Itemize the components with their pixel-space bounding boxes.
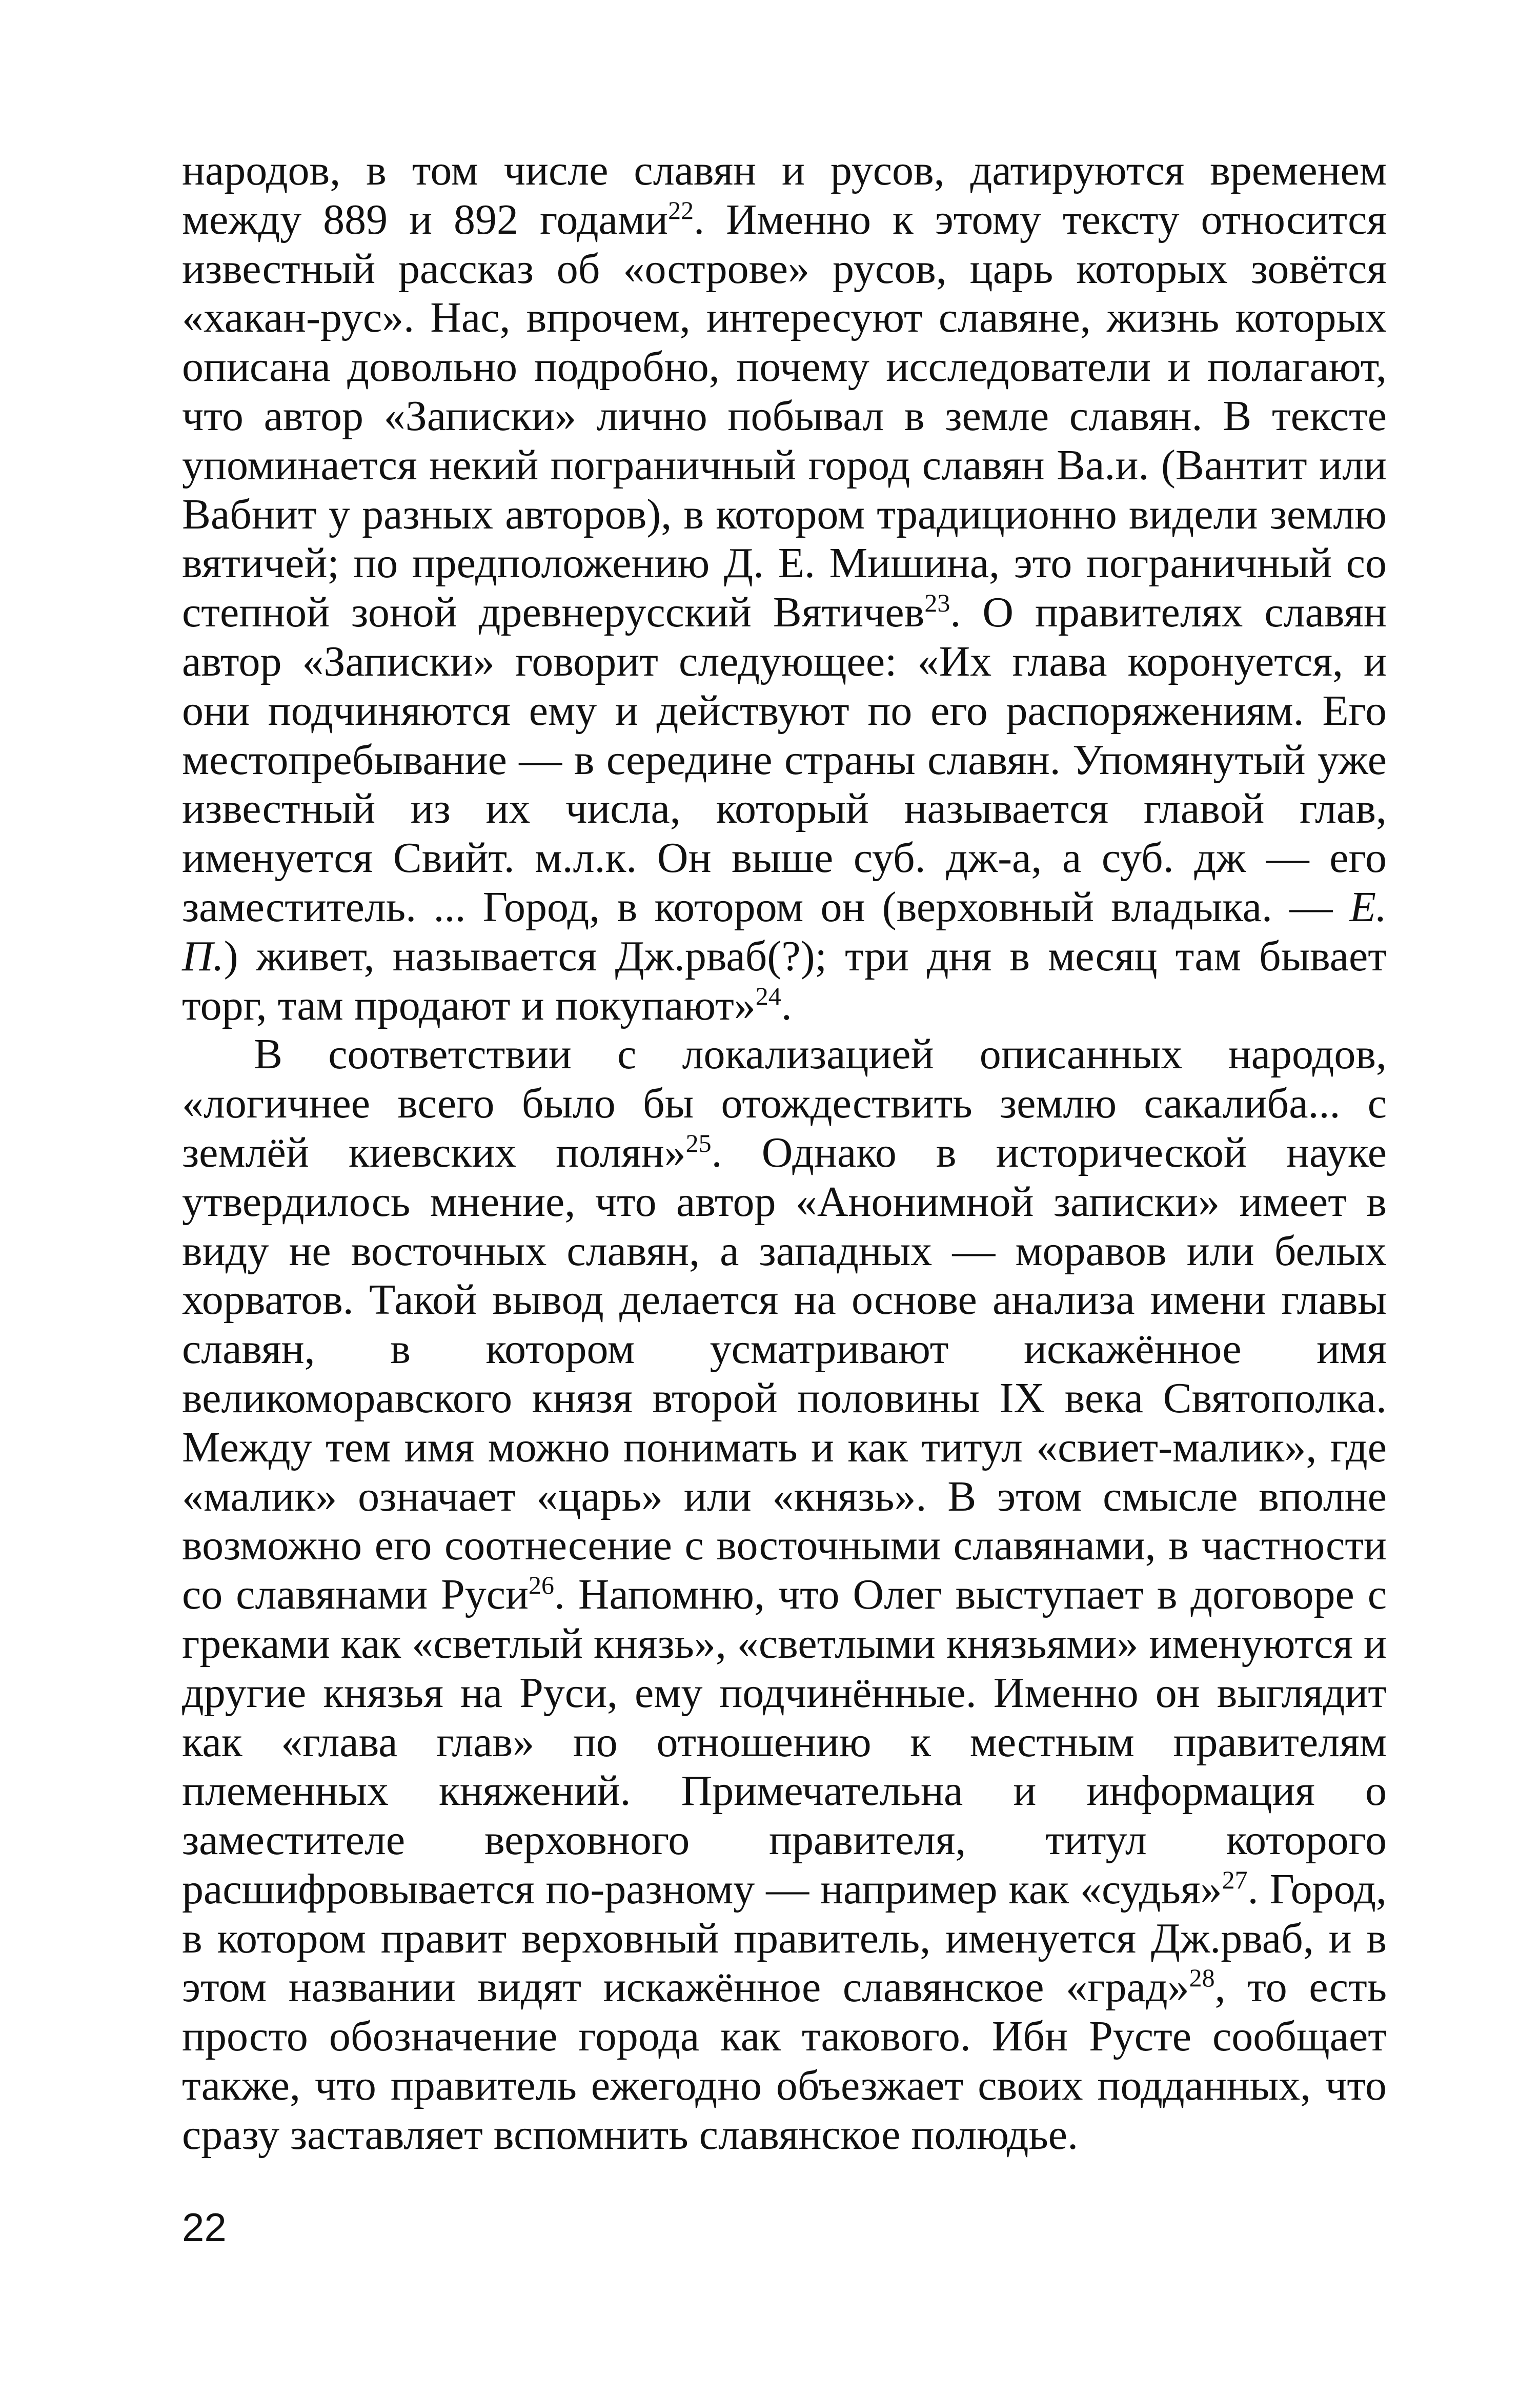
body-text [182, 146, 1387, 2160]
paragraph [182, 146, 1387, 1030]
text-run: ) живет, называется Дж.рваб(?); три дня в месяц там бывает торг, там продают и покупают» [182, 932, 1387, 1029]
text-run: . О правителях славян автор «Записки» говорит следующее: «Их глава коронуется, и они подчиняются ему и действуют по его распоряжениям. Его местопребывание — в середине страны славян. Упомянутый уже известный из их числа, который называется главой глав, именуется Свийт. м.л.к. Он выше суб. дж-а, а суб. дж — его заместитель. ... Город, в котором он (верховный владыка. — [182, 588, 1387, 931]
text-run: . [781, 981, 792, 1029]
paragraph [182, 1030, 1387, 2159]
page-number: 22 [182, 2205, 227, 2250]
footnote-marker: 28 [1189, 1963, 1215, 1993]
text-run: . Именно к этому тексту относится известный рассказ об «острове» русов, царь которых зовётся «хакан-рус». Нас, впрочем, интересуют славяне, жизнь которых описана довольно подробно, почему исследователи и полагают, что автор «Записки» лично побывал в земле славян. В тексте упоминается некий пограничный город славян Ва.и. (Вантит или Вабнит у разных авторов), в котором традиционно видели землю вятичей; по предположению Д. Е. Мишина, это пограничный со степной зоной древнерусский Вятичев [182, 195, 1387, 637]
text-run: . Напомню, что Олег выступает в договоре с греками как «светлый князь», «светлыми князьями» именуются и другие князья на Руси, ему подчинённые. Именно он выглядит как «глава глав» по отношению к местным правителям племенных княжений. Примечательна и информация о заместителе верховного правителя, титул которого расшифровывается по-разному — например как «судья» [182, 1571, 1387, 1913]
footnote-marker: 22 [668, 195, 694, 225]
footnote-marker: 23 [924, 588, 950, 618]
footnote-marker: 25 [685, 1128, 712, 1157]
footnote-marker: 27 [1222, 1865, 1248, 1894]
footnote-marker: 26 [529, 1571, 555, 1600]
text-run: . Город, в котором правит верховный правитель, именуется Дж.рваб, и в этом названии видят искажённое славянское «град» [182, 1865, 1387, 2011]
text-run: . Однако в исторической науке утвердилось мнение, что автор «Анонимной записки» имеет в виду не восточных славян, а западных — моравов или белых хорватов. Такой вывод делается на основе анализа имени главы славян, в котором усматривают искажённое имя великоморавского князя второй половины IX века Святополка. Между тем имя можно понимать и как титул «свиет-малик», где «малик» означает «царь» или «князь». В этом смысле вполне возможно его соотнесение с восточными славянами, в частности со славянами Руси [182, 1128, 1387, 1619]
italic-text: Е. П. [182, 883, 1387, 980]
text-run: народов, в том числе славян и русов, датируются временем между 889 и 892 годами [182, 147, 1387, 243]
footnote-marker: 24 [755, 981, 781, 1010]
text-run: В соответствии с локализацией описанных народов, «логичнее всего было бы отождествить землю сакалиба... с землёй киевских полян» [182, 1030, 1387, 1176]
text-run: , то есть просто обозначение города как такового. Ибн Русте сообщает также, что правитель ежегодно объезжает своих подданных, что сразу заставляет вспомнить славянское полюдье. [182, 1963, 1387, 2159]
